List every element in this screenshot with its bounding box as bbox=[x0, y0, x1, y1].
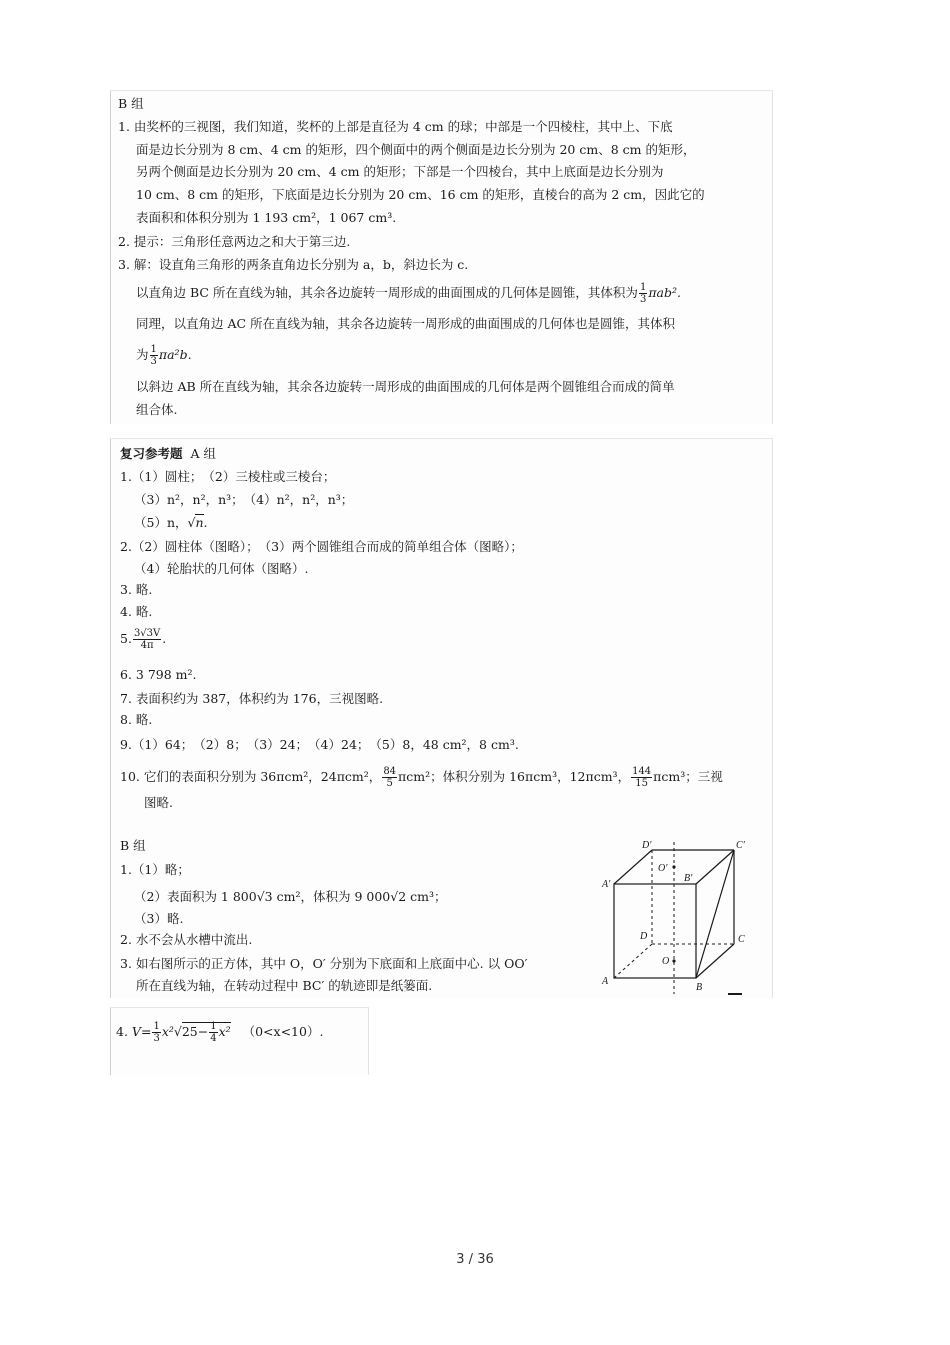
sqrt-symbol: √ bbox=[173, 1024, 182, 1039]
fraction-84-5: $\frac{84}{5}$ bbox=[383, 766, 397, 789]
page-number bbox=[0, 1252, 950, 1267]
answer-3-bc-volume: πab². bbox=[648, 285, 681, 300]
review-a6: 6. 3 798 m². bbox=[120, 667, 197, 682]
answer-3-ac-volume: πa²b. bbox=[158, 347, 192, 362]
formula-range: （0<x<10）. bbox=[242, 1024, 324, 1039]
review-a10-line-1: 10. 它们的表面积分别为 36πcm²，24πcm²， $\frac{84}{5}$ πcm²；体积分别为 16πcm³，12πcm³， $\frac{144}{15}$ πcm³；三视 bbox=[120, 766, 723, 789]
review-heading-group: A 组 bbox=[190, 446, 216, 461]
review-b3-line-1: 3. 如右图所示的正方体，其中 O，O′ 分别为下底面和上底面中心. 以 OO′ bbox=[120, 956, 528, 971]
label-b: B bbox=[696, 982, 703, 993]
scan-block-review bbox=[110, 438, 773, 998]
page-current: 3 bbox=[456, 1252, 465, 1267]
review-a9: 9.（1）64； （2）8； （3）24； （4）24； （5）8，48 cm²，8 cm³. bbox=[120, 737, 519, 752]
fraction-volume: $\frac{3√3V}{4\pi}$ bbox=[133, 628, 161, 651]
review-a10-line-2: 图略. bbox=[144, 795, 173, 810]
answer-3-ac-axis-line-2: 为 $\frac{1}{3}$ πa²b. bbox=[136, 344, 192, 367]
answer-1-line-2: 面是边长分别为 8 cm、4 cm 的矩形，四个侧面中的两个侧面是边长分别为 20 cm、8 cm 的矩形， bbox=[136, 142, 696, 157]
answer-1-line-1: 1. 由奖杯的三视图，我们知道，奖杯的上部是直径为 4 cm 的球；中部是一个四棱柱，其中上、下底 bbox=[118, 119, 673, 134]
label-c: C bbox=[738, 934, 745, 945]
label-c-prime: C′ bbox=[736, 840, 745, 851]
review-b1-line-1: 1.（1）略； bbox=[120, 862, 190, 877]
cube-diagonal-ac-prime bbox=[614, 850, 652, 884]
answer-1-line-3: 另两个侧面是边长分别为 20 cm、4 cm 的矩形；下部是一个四棱台，其中上底面是边长分别为 bbox=[136, 164, 664, 179]
review-a3: 3. 略. bbox=[120, 582, 153, 597]
page-separator: / bbox=[468, 1252, 474, 1267]
review-a7: 7. 表面积约为 387，体积约为 176，三视图略. bbox=[120, 691, 384, 706]
cube-figure bbox=[600, 838, 750, 998]
answer-3-ab-axis-line-2: 组合体. bbox=[136, 402, 178, 417]
review-b4-formula: 4. V= $\frac{1}{3}$ x²√25− $\frac{1}{4}$ x² （0<x<10）. bbox=[116, 1021, 324, 1044]
scan-block-b-group-1 bbox=[110, 90, 773, 424]
review-a5: 5. $\frac{3√3V}{4\pi}$ . bbox=[120, 628, 167, 651]
cube-front-face bbox=[614, 884, 696, 978]
section-heading: B 组 bbox=[118, 96, 144, 111]
review-b1-line-3: （3）略. bbox=[134, 911, 184, 926]
review-heading-title: 复习参考题 bbox=[120, 446, 183, 461]
label-a: A bbox=[602, 976, 609, 987]
answer-1-line-4: 10 cm、8 cm 的矩形，下底面是边长分别为 20 cm、16 cm 的矩形，直棱台的高为 2 cm，因此它的 bbox=[136, 187, 705, 202]
label-d-prime: D′ bbox=[642, 840, 652, 851]
review-a1-line-2: （3）n²，n²，n³； （4）n²，n²，n³； bbox=[134, 492, 354, 507]
review-a1-line-3: （5）n，√n. bbox=[134, 515, 208, 530]
review-a2-line-1: 2.（2）圆柱体（图略）； （3）两个圆锥组合而成的简单组合体（图略）； bbox=[120, 539, 523, 554]
label-a-prime: A′ bbox=[602, 879, 611, 890]
review-a2-line-2: （4）轮胎状的几何体（图略）. bbox=[134, 561, 309, 576]
review-b-heading: B 组 bbox=[120, 838, 146, 853]
fraction-one-third: $\frac{1}{3}$ bbox=[150, 344, 157, 367]
cube-edge-bottom-right bbox=[696, 944, 734, 978]
answer-3-intro: 3. 解：设直角三角形的两条直角边长分别为 a，b，斜边长为 c. bbox=[118, 257, 469, 272]
formula-v: V= bbox=[131, 1024, 152, 1039]
answer-2: 2. 提示：三角形任意两边之和大于第三边. bbox=[118, 234, 351, 249]
review-b2: 2. 水不会从水槽中流出. bbox=[120, 932, 253, 947]
fraction-one-quarter: $\frac{1}{4}$ bbox=[210, 1021, 217, 1044]
review-heading bbox=[120, 446, 216, 462]
answer-3-bc-text: 以直角边 BC 所在直线为轴，其余各边旋转一周形成的曲面围成的几何体是圆锥，其体积为 bbox=[136, 285, 638, 300]
review-b1-line-2: （2）表面积为 1 800√3 cm²，体积为 9 000√2 cm³； bbox=[134, 889, 447, 904]
fraction-one-third: $\frac{1}{3}$ bbox=[153, 1021, 160, 1044]
fraction-144-15: $\frac{144}{15}$ bbox=[632, 766, 652, 789]
cube-hidden-edge-left bbox=[614, 944, 652, 978]
answer-3-bc-axis bbox=[136, 282, 681, 305]
label-b-prime: B′ bbox=[684, 873, 693, 884]
sqrt-symbol: √ bbox=[187, 515, 196, 530]
page-total: 36 bbox=[477, 1252, 494, 1267]
label-d: D bbox=[640, 931, 648, 942]
cube-center-bottom bbox=[672, 959, 675, 962]
label-o: O bbox=[662, 956, 670, 967]
answer-3-ab-axis-line-1: 以斜边 AB 所在直线为轴，其余各边旋转一周形成的曲面围成的几何体是两个圆锥组合而成的简单 bbox=[136, 379, 675, 394]
label-o-prime: O′ bbox=[658, 863, 668, 874]
cube-diagonal-bc-prime bbox=[696, 850, 734, 978]
answer-1-line-5: 表面积和体积分别为 1 193 cm²，1 067 cm³. bbox=[136, 210, 397, 225]
review-a1-line-1: 1.（1）圆柱； （2）三棱柱或三棱台； bbox=[120, 469, 336, 484]
fraction-one-third: $\frac{1}{3}$ bbox=[639, 282, 647, 305]
review-b3-line-2: 所在直线为轴，在转动过程中 BC′ 的轨迹即是纸篓面. bbox=[136, 978, 433, 993]
cube-edge-top-right bbox=[696, 850, 734, 884]
review-a8: 8. 略. bbox=[120, 712, 153, 727]
answer-3-ac-axis-line-1: 同理，以直角边 AC 所在直线为轴，其余各边旋转一周形成的曲面围成的几何体也是圆锥，其体积 bbox=[136, 316, 676, 331]
scan-block-b4 bbox=[110, 1007, 369, 1075]
cube-center-top bbox=[672, 865, 675, 868]
review-a4: 4. 略. bbox=[120, 604, 153, 619]
